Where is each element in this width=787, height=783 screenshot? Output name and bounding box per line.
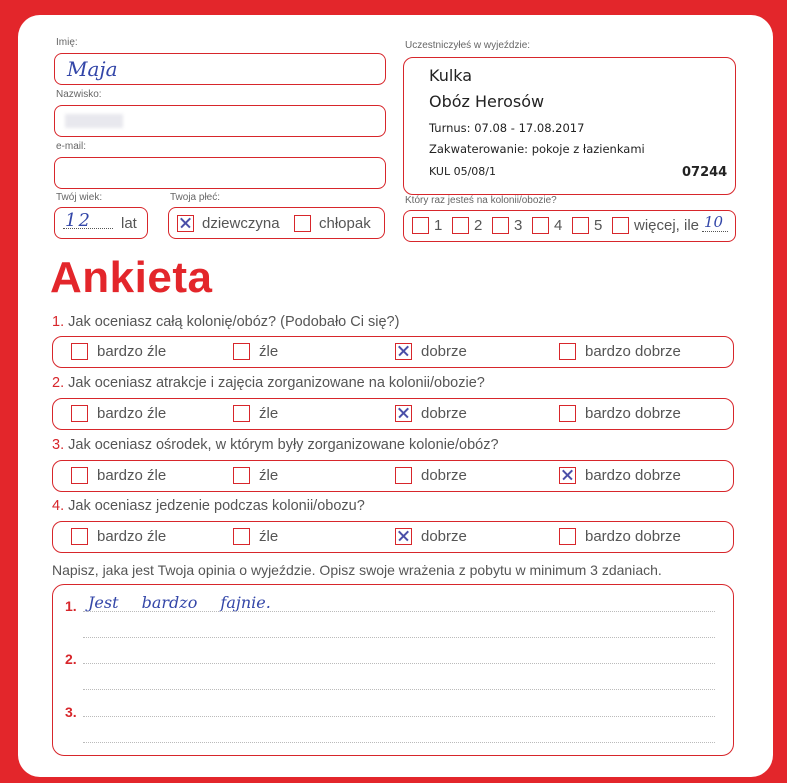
name-value: Maja (67, 57, 118, 81)
q2-very-bad-label: bardzo źle (97, 405, 167, 422)
gender-girl-checkbox[interactable] (177, 215, 194, 232)
trip-card (403, 57, 736, 195)
question-4-number: 4. (52, 498, 65, 514)
q1-very-bad-label: bardzo źle (97, 343, 167, 360)
trip-number: 07244 (682, 165, 728, 180)
q3-very-bad-checkbox[interactable] (71, 467, 88, 484)
opinion-line-1b (83, 637, 715, 638)
gender-field (168, 207, 385, 239)
name-field[interactable] (54, 53, 386, 85)
opinion-line-1-number: 1. (65, 598, 77, 614)
email-field[interactable] (54, 157, 386, 189)
question-2-number: 2. (52, 375, 65, 391)
age-field[interactable] (54, 207, 148, 239)
times-more-value: 10 (704, 213, 724, 231)
name-label: Imię: (56, 37, 78, 48)
opinion-line-2b (83, 689, 715, 690)
times-5-checkbox[interactable] (572, 217, 589, 234)
opinion-line-2 (83, 663, 715, 664)
opinion-line-3-number: 3. (65, 704, 77, 720)
question-4-options (52, 521, 734, 553)
times-1-checkbox[interactable] (412, 217, 429, 234)
email-label: e-mail: (56, 141, 87, 152)
q3-very-bad-label: bardzo źle (97, 467, 167, 484)
age-label: Twój wiek: (56, 192, 103, 203)
question-4-label: Jak oceniasz jedzenie podczas kolonii/obozu? (68, 498, 365, 514)
q1-bad-checkbox[interactable] (233, 343, 250, 360)
times-label: Który raz jesteś na kolonii/obozie? (405, 195, 557, 206)
question-2-label: Jak oceniasz atrakcje i zajęcia zorganizowane na kolonii/obozie? (68, 375, 485, 391)
trip-code: KUL 05/08/1 (429, 165, 496, 178)
q1-good-checkbox[interactable] (395, 343, 412, 360)
q4-very-good-checkbox[interactable] (559, 528, 576, 545)
question-4-text (52, 498, 365, 514)
turnus-label: Turnus: (429, 121, 471, 135)
age-unit: lat (121, 215, 137, 232)
q4-good-label: dobrze (421, 528, 467, 545)
times-3-checkbox[interactable] (492, 217, 509, 234)
times-2-checkbox[interactable] (452, 217, 469, 234)
q4-bad-label: źle (259, 528, 279, 545)
age-dotted-line (63, 228, 113, 229)
gender-girl-label: dziewczyna (202, 215, 280, 232)
question-1-label: Jak oceniasz całą kolonię/obóz? (Podobało Ci się?) (68, 314, 400, 330)
q3-very-good-label: bardzo dobrze (585, 467, 681, 484)
q2-very-bad-checkbox[interactable] (71, 405, 88, 422)
q4-bad-checkbox[interactable] (233, 528, 250, 545)
times-field (403, 210, 736, 242)
turnus-value: 07.08 - 17.08.2017 (474, 121, 585, 135)
q3-bad-label: źle (259, 467, 279, 484)
times-2-label: 2 (474, 217, 483, 234)
q2-bad-checkbox[interactable] (233, 405, 250, 422)
times-more-checkbox[interactable] (612, 217, 629, 234)
question-1-text (52, 314, 399, 330)
question-1-number: 1. (52, 314, 65, 330)
q2-bad-label: źle (259, 405, 279, 422)
opinion-line-2-number: 2. (65, 651, 77, 667)
opinion-line-1 (83, 611, 715, 612)
age-value: 12 (65, 210, 92, 231)
q4-very-good-label: bardzo dobrze (585, 528, 681, 545)
q1-very-good-checkbox[interactable] (559, 343, 576, 360)
times-more-dotted-line (702, 231, 728, 232)
gender-boy-label: chłopak (319, 215, 371, 232)
q3-bad-checkbox[interactable] (233, 467, 250, 484)
surname-field[interactable] (54, 105, 386, 137)
question-3-number: 3. (52, 437, 65, 453)
question-3-text (52, 437, 499, 453)
q1-good-label: dobrze (421, 343, 467, 360)
times-1-label: 1 (434, 217, 443, 234)
question-3-label: Jak oceniasz ośrodek, w którym były zorganizowane kolonie/obóz? (68, 437, 499, 453)
q2-good-label: dobrze (421, 405, 467, 422)
question-2-options (52, 398, 734, 430)
question-2-text (52, 375, 485, 391)
q1-bad-label: źle (259, 343, 279, 360)
question-3-options (52, 460, 734, 492)
q3-good-checkbox[interactable] (395, 467, 412, 484)
q4-very-bad-label: bardzo źle (97, 528, 167, 545)
surname-label: Nazwisko: (56, 89, 102, 100)
opinion-prompt: Napisz, jaka jest Twoja opinia o wyjeździe. Opisz swoje wrażenia z pobytu w minimum 3 zdaniach. (52, 562, 662, 578)
trip-line1: Kulka (429, 66, 473, 85)
times-3-label: 3 (514, 217, 523, 234)
q3-very-good-checkbox[interactable] (559, 467, 576, 484)
q4-very-bad-checkbox[interactable] (71, 528, 88, 545)
redacted-surname (65, 114, 123, 128)
times-4-checkbox[interactable] (532, 217, 549, 234)
trip-label: Uczestniczyłeś w wyjeździe: (405, 40, 531, 51)
times-5-label: 5 (594, 217, 603, 234)
opinion-line-3 (83, 716, 715, 717)
times-more-label: więcej, ile (634, 217, 700, 234)
times-4-label: 4 (554, 217, 563, 234)
q2-good-checkbox[interactable] (395, 405, 412, 422)
housing-label: Zakwaterowanie: (429, 142, 529, 156)
q2-very-good-label: bardzo dobrze (585, 405, 681, 422)
opinion-line-3b (83, 742, 715, 743)
gender-boy-checkbox[interactable] (294, 215, 311, 232)
q1-very-bad-checkbox[interactable] (71, 343, 88, 360)
gender-label: Twoja płeć: (170, 192, 221, 203)
q4-good-checkbox[interactable] (395, 528, 412, 545)
q3-good-label: dobrze (421, 467, 467, 484)
question-1-options (52, 336, 734, 368)
q1-very-good-label: bardzo dobrze (585, 343, 681, 360)
housing-value: pokoje z łazienkami (531, 142, 645, 156)
opinion-line-1-text: Jest bardzo fajnie. (88, 593, 271, 612)
opinion-box[interactable] (52, 584, 734, 756)
q2-very-good-checkbox[interactable] (559, 405, 576, 422)
trip-line2: Obóz Herosów (429, 92, 545, 111)
survey-title: Ankieta (50, 253, 213, 302)
